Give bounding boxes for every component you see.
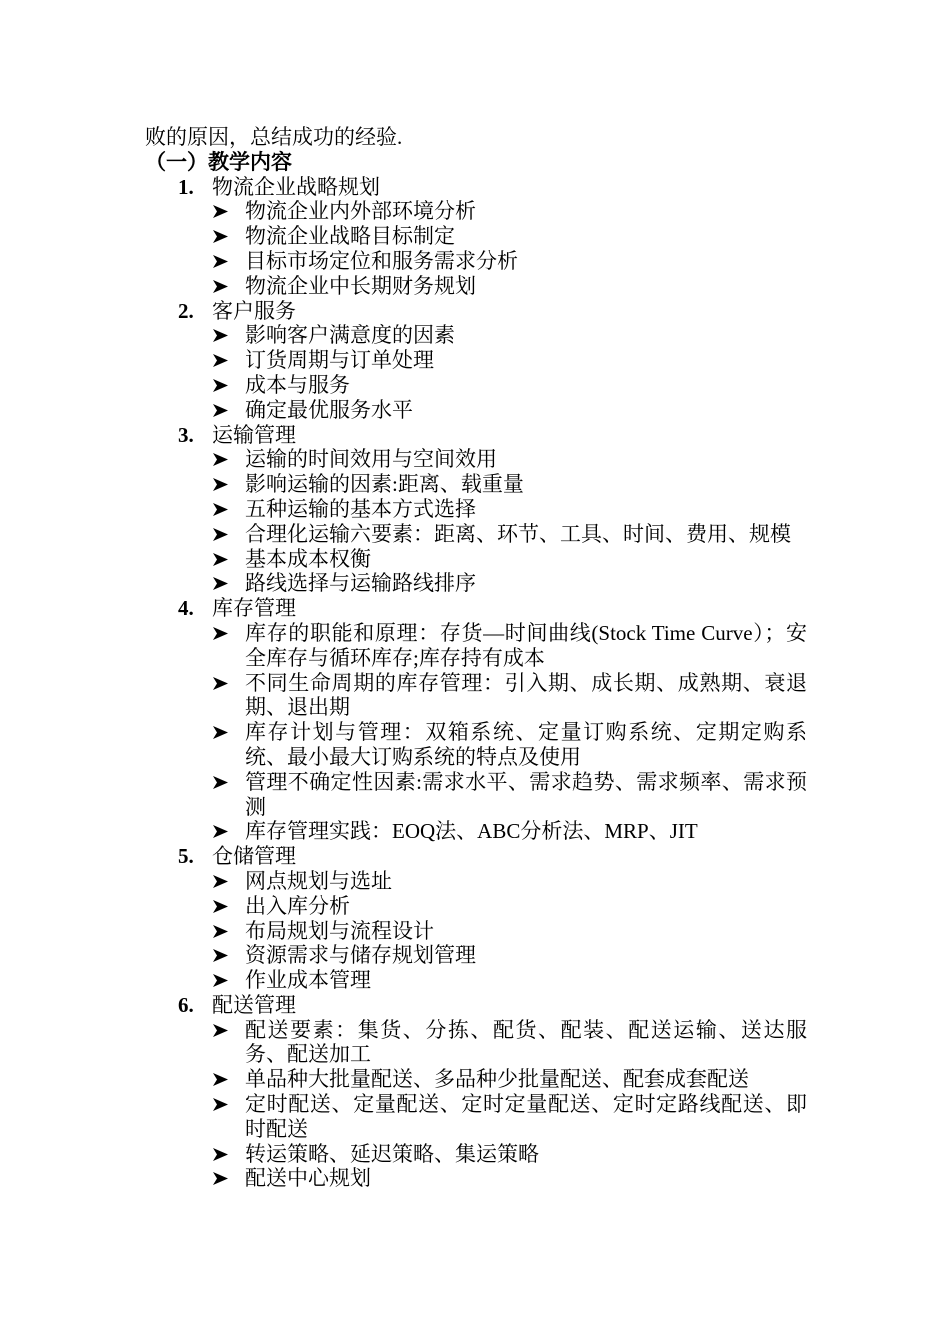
list-item xyxy=(212,943,807,968)
arrow-bullet-icon xyxy=(212,869,245,894)
arrow-bullet-icon xyxy=(212,447,245,472)
list-item-text: 作业成本管理 xyxy=(245,968,371,993)
section-title: 物流企业战略规划 xyxy=(212,174,380,199)
teaching-content-list xyxy=(145,175,807,1192)
arrow-bullet-icon xyxy=(212,919,245,944)
list-item xyxy=(212,1067,807,1092)
list-item xyxy=(212,497,807,522)
section-4-items xyxy=(145,621,807,844)
list-item-text: 基本成本权衡 xyxy=(245,546,371,571)
section-number: 6. xyxy=(178,992,194,1017)
list-item-text: 成本与服务 xyxy=(245,372,350,397)
arrow-bullet-icon xyxy=(212,1067,245,1092)
list-item-text: 单品种大批量配送、多品种少批量配送、配套成套配送 xyxy=(245,1067,749,1092)
section-4 xyxy=(178,596,807,621)
list-item-text: 运输的时间效用与空间效用 xyxy=(245,447,497,472)
section-title: 库存管理 xyxy=(212,596,296,621)
arrow-bullet-icon xyxy=(212,819,245,844)
arrow-bullet-icon xyxy=(212,943,245,968)
arrow-bullet-icon xyxy=(212,472,245,497)
section-6-items xyxy=(145,1018,807,1192)
arrow-bullet-icon xyxy=(212,224,245,249)
list-item xyxy=(212,770,807,820)
list-item-text: 物流企业内外部环境分析 xyxy=(245,199,476,224)
list-item xyxy=(212,348,807,373)
arrow-bullet-icon xyxy=(212,1142,245,1167)
arrow-bullet-icon xyxy=(212,522,245,547)
arrow-bullet-icon xyxy=(212,1018,245,1068)
list-item xyxy=(212,968,807,993)
arrow-bullet-icon xyxy=(212,497,245,522)
list-item xyxy=(212,472,807,497)
section-5 xyxy=(178,844,807,869)
section-3-items xyxy=(145,447,807,596)
arrow-bullet-icon xyxy=(212,249,245,274)
arrow-bullet-icon xyxy=(212,274,245,299)
list-item xyxy=(212,1166,807,1191)
section-2 xyxy=(178,299,807,324)
section-title: 仓储管理 xyxy=(212,844,296,869)
list-item xyxy=(212,819,807,844)
list-item xyxy=(212,1018,807,1068)
section-number: 4. xyxy=(178,596,194,621)
list-item xyxy=(212,621,807,671)
list-item xyxy=(212,323,807,348)
section-3 xyxy=(178,423,807,448)
list-item xyxy=(212,571,807,596)
list-item-text: 配送中心规划 xyxy=(245,1166,371,1191)
arrow-bullet-icon xyxy=(212,373,245,398)
arrow-bullet-icon xyxy=(212,671,245,721)
list-item xyxy=(212,522,807,547)
list-item-text: 影响运输的因素:距离、载重量 xyxy=(245,472,524,497)
section-1-items xyxy=(145,199,807,298)
section-5-items xyxy=(145,869,807,993)
document-body xyxy=(145,125,807,1191)
arrow-bullet-icon xyxy=(212,1092,245,1142)
list-item-text: 出入库分析 xyxy=(245,893,350,918)
list-item-text: 物流企业中长期财务规划 xyxy=(245,273,476,298)
section-1 xyxy=(178,175,807,200)
list-item-text: 路线选择与运输路线排序 xyxy=(245,571,476,596)
arrow-bullet-icon xyxy=(212,968,245,993)
list-item-text: 库存的职能和原理：存货—时间曲线(Stock Time Curve）；安全库存与循环库存;库存持有成本 xyxy=(245,620,807,670)
list-item xyxy=(212,249,807,274)
list-item-text: 确定最优服务水平 xyxy=(245,397,413,422)
arrow-bullet-icon xyxy=(212,1166,245,1191)
list-item-text: 配送要素：集货、分拣、配货、配装、配送运输、送达服务、配送加工 xyxy=(245,1017,807,1067)
arrow-bullet-icon xyxy=(212,199,245,224)
list-item xyxy=(212,373,807,398)
list-item-text: 资源需求与储存规划管理 xyxy=(245,943,476,968)
list-item-text: 布局规划与流程设计 xyxy=(245,918,434,943)
list-item-text: 五种运输的基本方式选择 xyxy=(245,496,476,521)
list-item xyxy=(212,919,807,944)
arrow-bullet-icon xyxy=(212,720,245,770)
list-item xyxy=(212,224,807,249)
list-item xyxy=(212,671,807,721)
section-number: 2. xyxy=(178,298,194,323)
arrow-bullet-icon xyxy=(212,547,245,572)
list-item xyxy=(212,274,807,299)
list-item xyxy=(212,447,807,472)
list-item xyxy=(212,720,807,770)
list-item-text: 库存计划与管理：双箱系统、定量订购系统、定期定购系统、最小最大订购系统的特点及使用 xyxy=(245,720,807,769)
arrow-bullet-icon xyxy=(212,398,245,423)
section-2-items xyxy=(145,323,807,422)
section-number: 3. xyxy=(178,422,194,447)
section-number: 1. xyxy=(178,174,194,199)
list-item xyxy=(212,547,807,572)
arrow-bullet-icon xyxy=(212,571,245,596)
section-6 xyxy=(178,993,807,1018)
arrow-bullet-icon xyxy=(212,621,245,671)
list-item-text: 影响客户满意度的因素 xyxy=(245,323,455,348)
list-item-text: 网点规划与选址 xyxy=(245,868,392,893)
list-item xyxy=(212,869,807,894)
list-item-text: 订货周期与订单处理 xyxy=(245,348,434,373)
section-title: 运输管理 xyxy=(212,422,296,447)
list-item-text: 管理不确定性因素:需求水平、需求趋势、需求频率、需求预测 xyxy=(245,769,807,819)
arrow-bullet-icon xyxy=(212,348,245,373)
section-number: 5. xyxy=(178,844,194,869)
list-item xyxy=(212,1092,807,1142)
section-heading: （一）教学内容 xyxy=(145,149,292,174)
list-item-text: 物流企业战略目标制定 xyxy=(245,224,455,249)
intro-text: 败的原因，总结成功的经验. xyxy=(145,125,403,149)
arrow-bullet-icon xyxy=(212,323,245,348)
list-item-text: 目标市场定位和服务需求分析 xyxy=(245,248,518,273)
list-item xyxy=(212,199,807,224)
list-item xyxy=(212,398,807,423)
list-item-text: 转运策略、延迟策略、集运策略 xyxy=(245,1141,539,1166)
section-title: 客户服务 xyxy=(212,298,296,323)
section-title: 配送管理 xyxy=(212,992,296,1017)
list-item-text: 定时配送、定量配送、定时定量配送、定时定路线配送、即时配送 xyxy=(245,1092,807,1141)
list-item xyxy=(212,894,807,919)
list-item-text: 不同生命周期的库存管理：引入期、成长期、成熟期、衰退期、退出期 xyxy=(245,670,807,720)
list-item xyxy=(212,1142,807,1167)
arrow-bullet-icon xyxy=(212,894,245,919)
arrow-bullet-icon xyxy=(212,770,245,820)
list-item-text: 合理化运输六要素：距离、环节、工具、时间、费用、规模 xyxy=(245,521,791,546)
list-item-text: 库存管理实践：EOQ法、ABC分析法、MRP、JIT xyxy=(245,819,698,844)
